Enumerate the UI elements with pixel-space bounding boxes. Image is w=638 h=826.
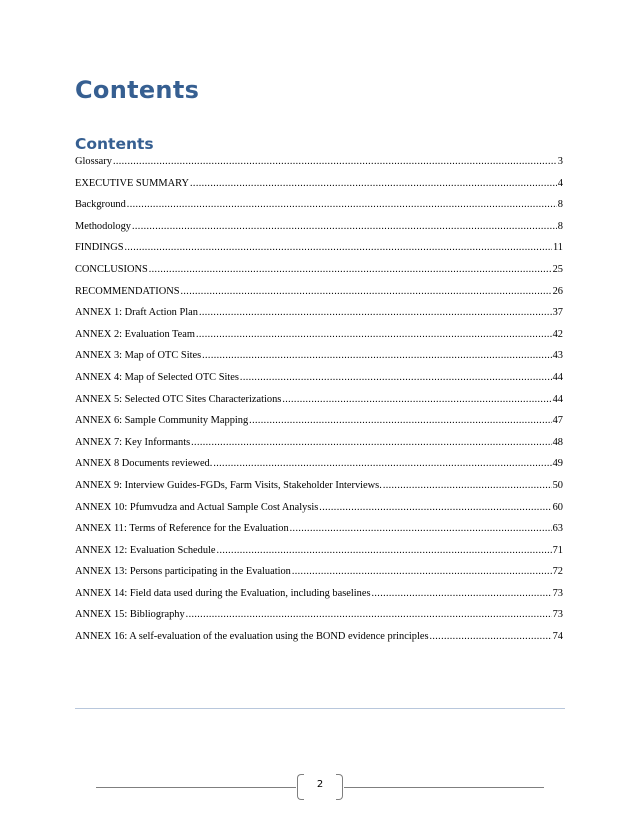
- toc-entry[interactable]: [75, 588, 563, 610]
- toc-entry[interactable]: [75, 307, 563, 329]
- toc-dot-leader: [149, 264, 552, 275]
- toc-entry[interactable]: [75, 329, 563, 351]
- toc-entry[interactable]: [75, 221, 563, 243]
- toc-entry-label: ANNEX 5: Selected OTC Sites Characterizations: [75, 393, 282, 405]
- toc-dot-leader: [372, 588, 552, 599]
- toc-dot-leader: [127, 199, 557, 210]
- toc-entry[interactable]: [75, 199, 563, 221]
- toc-entry-label: ANNEX 1: Draft Action Plan: [75, 307, 198, 319]
- toc-entry-label: FINDINGS: [75, 242, 124, 254]
- toc-entry-page: 72: [552, 566, 563, 578]
- toc-entry-label: ANNEX 2: Evaluation Team: [75, 328, 195, 340]
- toc-entry-label: ANNEX 4: Map of Selected OTC Sites: [75, 371, 239, 383]
- toc-entry[interactable]: [75, 156, 563, 178]
- toc-dot-leader: [240, 372, 552, 383]
- toc-entry-label: ANNEX 8 Documents reviewed.: [75, 458, 213, 470]
- toc-dot-leader: [249, 415, 551, 426]
- toc-entry[interactable]: [75, 394, 563, 416]
- toc-entry[interactable]: [75, 437, 563, 459]
- toc-entry[interactable]: [75, 545, 563, 567]
- toc-dot-leader: [290, 523, 552, 534]
- toc-entry-page: 43: [552, 350, 563, 362]
- toc-dot-leader: [186, 609, 552, 620]
- toc-entry-page: 37: [552, 307, 563, 319]
- toc-dot-leader: [282, 394, 551, 405]
- toc-dot-leader: [181, 286, 552, 297]
- toc-dot-leader: [113, 156, 557, 167]
- toc-entry-label: EXECUTIVE SUMMARY: [75, 177, 190, 189]
- toc-entry[interactable]: [75, 372, 563, 394]
- toc-entry-label: ANNEX 9: Interview Guides-FGDs, Farm Visits, Stakeholder Interviews.: [75, 479, 382, 491]
- toc-entry-label: ANNEX 12: Evaluation Schedule: [75, 544, 216, 556]
- toc-entry-label: ANNEX 11: Terms of Reference for the Evaluation: [75, 523, 289, 535]
- toc-entry-page: 26: [552, 285, 563, 297]
- toc-dot-leader: [132, 221, 557, 232]
- toc-dot-leader: [292, 566, 552, 577]
- toc-dot-leader: [199, 307, 552, 318]
- toc-dot-leader: [383, 480, 552, 491]
- toc-entry-page: 48: [552, 436, 563, 448]
- toc-title: Contents: [75, 135, 154, 153]
- toc-entry-label: Methodology: [75, 220, 131, 232]
- toc-entry-page: 44: [552, 393, 563, 405]
- toc-entry-page: 50: [552, 479, 563, 491]
- toc-entry[interactable]: [75, 566, 563, 588]
- toc-entry-page: 11: [552, 242, 563, 254]
- toc-entry-label: ANNEX 3: Map of OTC Sites: [75, 350, 202, 362]
- toc-entry-page: 60: [552, 501, 563, 513]
- toc-dot-leader: [217, 545, 552, 556]
- toc-dot-leader: [213, 458, 551, 469]
- toc-entry-page: 74: [552, 631, 563, 643]
- footer-line-right: [344, 787, 544, 788]
- toc-entry-page: 71: [552, 544, 563, 556]
- toc-dot-leader: [429, 631, 551, 642]
- toc-entry-label: CONCLUSIONS: [75, 263, 148, 275]
- toc-entry[interactable]: [75, 480, 563, 502]
- page-heading: Contents: [75, 76, 200, 104]
- toc-dot-leader: [319, 502, 551, 513]
- toc-entry-page: 49: [552, 458, 563, 470]
- toc-entry-label: ANNEX 6: Sample Community Mapping: [75, 415, 249, 427]
- toc-entry-page: 73: [552, 587, 563, 599]
- toc-entry-page: 8: [557, 199, 563, 211]
- toc-entry[interactable]: [75, 458, 563, 480]
- footer-line-left: [96, 787, 296, 788]
- toc-entry-label: ANNEX 14: Field data used during the Evaluation, including baselines: [75, 587, 371, 599]
- page-number: 2: [316, 779, 324, 790]
- toc-entry-page: 8: [557, 220, 563, 232]
- toc-dot-leader: [202, 350, 551, 361]
- toc-entry-label: ANNEX 13: Persons participating in the Evaluation: [75, 566, 291, 578]
- toc-entry-label: Background: [75, 199, 126, 211]
- footer-bracket-right: [336, 774, 343, 800]
- toc-entry-label: ANNEX 7: Key Informants: [75, 436, 191, 448]
- toc-dot-leader: [190, 178, 557, 189]
- table-of-contents: [75, 156, 563, 653]
- toc-entry-page: 25: [552, 263, 563, 275]
- toc-entry-page: 42: [552, 328, 563, 340]
- toc-entry[interactable]: [75, 264, 563, 286]
- toc-entry[interactable]: [75, 350, 563, 372]
- toc-entry-page: 3: [557, 156, 563, 167]
- toc-dot-leader: [125, 242, 552, 253]
- toc-entry[interactable]: [75, 609, 563, 631]
- toc-entry-page: 44: [552, 371, 563, 383]
- toc-entry-label: ANNEX 10: Pfumvudza and Actual Sample Cost Analysis: [75, 501, 319, 513]
- footer-bracket-left: [297, 774, 304, 800]
- toc-entry[interactable]: [75, 286, 563, 308]
- toc-entry-label: ANNEX 16: A self-evaluation of the evaluation using the BOND evidence principles: [75, 631, 429, 643]
- toc-entry[interactable]: [75, 631, 563, 653]
- toc-entry[interactable]: [75, 502, 563, 524]
- toc-entry-page: 63: [552, 523, 563, 535]
- toc-entry-page: 47: [552, 415, 563, 427]
- toc-entry-page: 4: [557, 177, 563, 189]
- horizontal-rule: [75, 708, 565, 709]
- toc-entry[interactable]: [75, 242, 563, 264]
- toc-dot-leader: [196, 329, 552, 340]
- toc-entry-label: ANNEX 15: Bibliography: [75, 609, 185, 621]
- toc-dot-leader: [191, 437, 551, 448]
- toc-entry[interactable]: [75, 415, 563, 437]
- toc-entry-label: RECOMMENDATIONS: [75, 285, 180, 297]
- toc-entry[interactable]: [75, 178, 563, 200]
- toc-entry-label: Glossary: [75, 156, 112, 167]
- toc-entry[interactable]: [75, 523, 563, 545]
- toc-entry-page: 73: [552, 609, 563, 621]
